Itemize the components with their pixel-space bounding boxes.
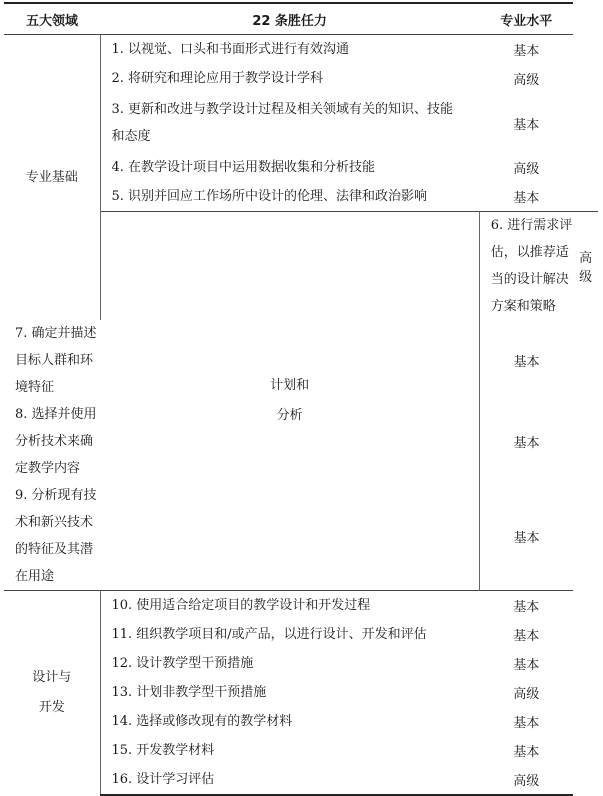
level-cell: 高级 bbox=[479, 765, 573, 795]
level-cell: 高级 bbox=[513, 687, 540, 702]
competency-cell: 14. 选择或修改现有的教学材料 bbox=[111, 714, 293, 729]
domain-label-line-2: 开发 bbox=[38, 700, 65, 715]
domain-label-line-1: 设计与 bbox=[32, 670, 72, 685]
competency-cell: 3. 更新和改进与教学设计过程及相关领域有关的知识、技能和态度 bbox=[111, 102, 454, 144]
competency-cell: 8. 选择并使用分析技术来确定教学内容 bbox=[15, 407, 97, 476]
level-cell: 基本 bbox=[513, 658, 540, 673]
level-cell: 基本 bbox=[513, 44, 540, 59]
competency-cell: 13. 计划非教学型干预措施 bbox=[111, 685, 267, 700]
domain-cell-design bbox=[4, 591, 100, 796]
level-cell: 高级 bbox=[513, 73, 540, 88]
header-level: 专业水平 bbox=[479, 3, 573, 35]
level-cell: 基本 bbox=[513, 191, 540, 206]
competency-cell: 5. 识别并回应工作场所中设计的伦理、法律和政治影响 bbox=[111, 189, 428, 204]
domain-cell-foundations bbox=[4, 35, 100, 321]
level-cell: 基本 bbox=[513, 436, 540, 451]
level-cell: 高级 bbox=[513, 162, 540, 177]
competency-cell: 1. 以视觉、口头和书面形式进行有效沟通 bbox=[111, 42, 350, 57]
level-cell: 基本 bbox=[513, 629, 540, 644]
competency-cell: 12. 设计教学型干预措施 bbox=[111, 656, 254, 671]
header-competency: 22 条胜任力 bbox=[100, 3, 479, 35]
level-cell: 基本 bbox=[513, 530, 540, 546]
level-cell: 基本 bbox=[513, 745, 540, 760]
header-domain: 五大领域 bbox=[4, 3, 100, 35]
domain-cell-planning bbox=[100, 212, 479, 591]
level-cell: 基本 bbox=[513, 355, 540, 370]
level-cell: 基本 bbox=[513, 716, 540, 731]
level-cell: 基本 bbox=[479, 591, 573, 621]
competency-cell: 6. 进行需求评估，以推荐适当的设计解决方案和策略 bbox=[479, 212, 573, 321]
competency-table bbox=[4, 2, 598, 796]
competency-cell: 10. 使用适合给定项目的教学设计和开发过程 bbox=[100, 591, 479, 621]
competency-cell: 2. 将研究和理论应用于教学设计学科 bbox=[111, 71, 324, 86]
competency-cell: 9. 分析现有技术和新兴技术的特征及其潜在用途 bbox=[15, 488, 97, 584]
level-cell: 基本 bbox=[513, 117, 540, 133]
competency-cell: 7. 确定并描述目标人群和环境特征 bbox=[15, 326, 97, 395]
table-header-row bbox=[4, 3, 598, 35]
competency-cell: 4. 在教学设计项目中运用数据收集和分析技能 bbox=[111, 160, 376, 175]
table-row bbox=[4, 591, 598, 621]
domain-label-line-2: 分析 bbox=[276, 408, 303, 423]
domain-label-line-1: 计划和 bbox=[270, 378, 310, 393]
table-row bbox=[4, 35, 598, 65]
level-cell: 高级 bbox=[573, 212, 598, 321]
competency-cell: 11. 组织教学项目和/或产品，以进行设计、开发和评估 bbox=[111, 627, 427, 642]
competency-cell: 16. 设计学习评估 bbox=[100, 765, 479, 795]
domain-label: 专业基础 bbox=[25, 169, 78, 185]
competency-cell: 15. 开发教学材料 bbox=[111, 743, 215, 758]
